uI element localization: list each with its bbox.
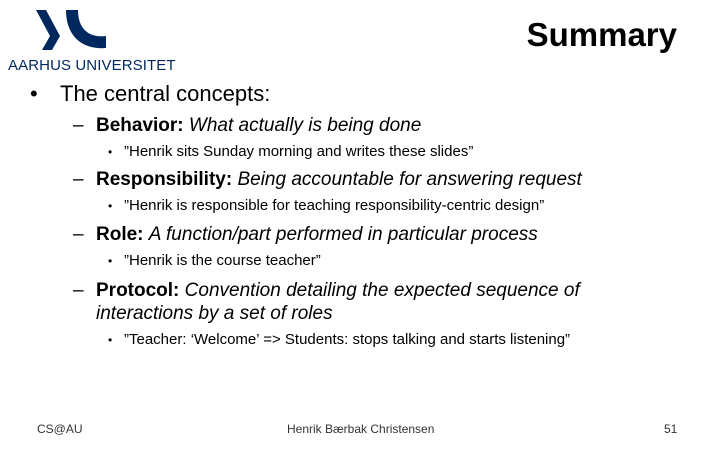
logo-text: AARHUS UNIVERSITET — [8, 57, 176, 74]
intro-text: The central concepts: — [60, 81, 271, 106]
concept-role — [73, 223, 538, 246]
concept-definition: Convention detailing the expected sequence of — [184, 280, 580, 301]
concept-definition-continued: interactions by a set of roles — [96, 303, 333, 324]
intro-bullet — [30, 81, 270, 107]
concept-term: Protocol: — [96, 280, 180, 301]
footer-author: Henrik Bærbak Christensen — [287, 422, 435, 436]
concept-definition: What actually is being done — [188, 115, 422, 136]
concept-behavior — [73, 114, 421, 137]
example-protocol — [108, 331, 570, 348]
concept-term: Behavior: — [96, 115, 184, 136]
concept-term: Responsibility: — [96, 169, 233, 190]
page-number: 51 — [664, 422, 678, 436]
concept-definition: A function/part performed in particular process — [148, 224, 538, 245]
concept-responsibility — [73, 168, 582, 191]
example-text: ”Teacher: ‘Welcome’ => Students: stops talking and starts listening” — [124, 331, 571, 348]
concept-protocol — [73, 279, 580, 325]
example-role — [108, 252, 321, 269]
dash-marker: – — [73, 169, 84, 190]
example-text: ”Henrik is responsible for teaching responsibility-centric design” — [124, 197, 545, 214]
sub-bullet-marker: • — [108, 145, 113, 159]
example-behavior — [108, 143, 473, 160]
example-text: ”Henrik is the course teacher” — [124, 252, 321, 269]
dash-marker: – — [73, 280, 84, 301]
sub-bullet-marker: • — [108, 333, 113, 347]
dash-marker: – — [73, 115, 84, 136]
example-text: ”Henrik sits Sunday morning and writes these slides” — [124, 143, 474, 160]
concept-term: Role: — [96, 224, 144, 245]
sub-bullet-marker: • — [108, 199, 113, 213]
aarhus-university-logo — [8, 6, 176, 72]
concept-definition: Being accountable for answering request — [237, 169, 582, 190]
example-responsibility — [108, 197, 544, 214]
bullet-marker: • — [30, 81, 38, 106]
dash-marker: – — [73, 224, 84, 245]
sub-bullet-marker: • — [108, 254, 113, 268]
footer-left: CS@AU — [37, 422, 83, 436]
university-seal-icon — [30, 6, 108, 54]
slide-title: Summary — [526, 16, 677, 53]
